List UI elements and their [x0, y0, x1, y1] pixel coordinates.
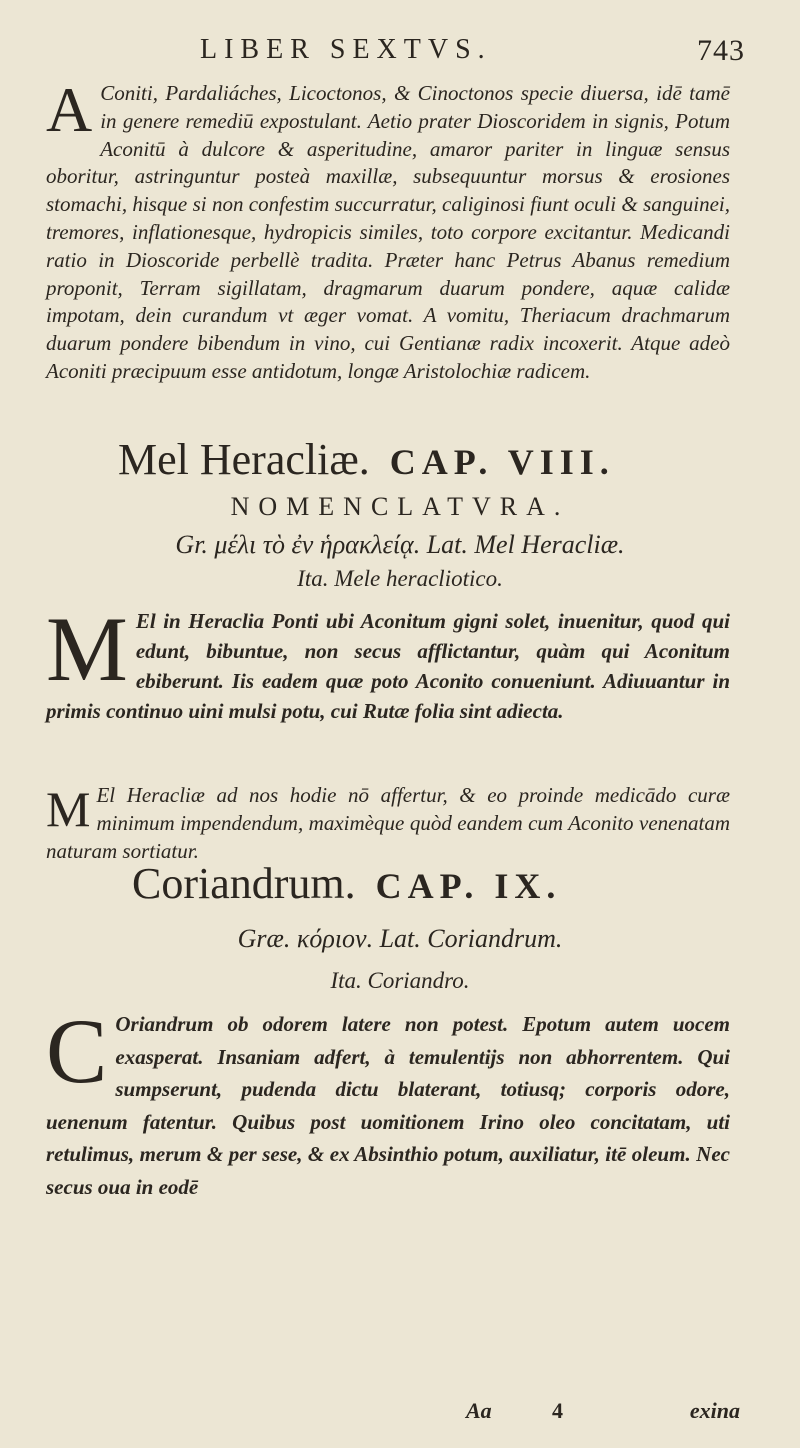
- paragraph-text: Oriandrum ob odorem latere non potest. Epotum autem uocem exasperat. Insaniam adfert, à temulentijs non abhorrentem. Qui sumpserunt, pudenda dictu blaterant, totiusq; corporis odore, uenenum fatentur. Quibus post uomitionem Irino oleo concitatam, uti retulimus, merum & per sese, & ex Absinthio potum, auxiliatur, itē oleum. Nec secus oua in eodē: [46, 1012, 730, 1199]
- paragraph-text: El Heracliæ ad nos hodie nō affertur, & eo proinde medicādo curæ minimum impendendum, maximèque quòd eandem cum Aconito venenatam naturam sortiatur.: [46, 783, 730, 863]
- mel-paragraph-1: [46, 598, 730, 726]
- chapter-number: CAP. IX.: [375, 866, 562, 906]
- mel-heracliae-section: [46, 598, 730, 778]
- paragraph-text: El in Heraclia Ponti ubi Aconitum gigni solet, inuenitur, quod qui edunt, bibuntue, non secus afflictantur, quàm qui Aconitum ebiberunt. Iis eadem quæ poto Aconito conueniunt. Adiuuantur in primis continuo uini mulsi potu, cui Rutæ folia sint adiecta.: [46, 609, 730, 723]
- chapter-title: Mel Heracliæ.: [118, 435, 370, 484]
- signature-mark: Aa: [466, 1398, 492, 1423]
- signature-number: 4: [552, 1398, 563, 1423]
- greek-latin-names: Gr. μέλι τὸ ἐν ἡρακλείᾳ. Lat. Mel Heracliæ.: [175, 530, 625, 559]
- running-title: LIBER SEXTVS.: [200, 34, 492, 65]
- page-footer: [460, 1398, 740, 1432]
- drop-capital: M: [46, 781, 91, 837]
- italian-name: Ita. Coriandro.: [330, 968, 470, 993]
- chapter-title: Coriandrum.: [132, 859, 356, 908]
- page-number: 743: [697, 34, 745, 67]
- catchword: exina: [689, 1398, 740, 1423]
- page-header: [60, 34, 745, 74]
- paragraph-text: Coniti, Pardaliáches, Licoctonos, & Cinoctonos specie diuersa, idē tamē in genere remediū expostulant. Aetio prater Dioscoridem in signis, Potum Aconitū à dulcore & asperitudine, amaror pariter in linguæ sensus oboritur, astringuntur posteà maxillæ, subsequuntur morsus & erosiones stomachi, hisque si non confestim succurratur, caliginosi fiunt oculi & sanguinei, tremores, inflationesque, hydropicis similes, toto corpore excitantur. Medicandi ratio in Dioscoride perbellè tradita. Præter hanc Petrus Abanus remedium proponit, Terram sigillatam, dragmarum duarum pondere, aquæ calidæ impotam, dein curandum vt æger vomat. A vomitu, Theriacum drachmarum duarum pondere bibendum in vino, cui Gentianæ radix incoxerit. Atque adeò Aconiti præcipuum esse antidotum, longæ Aristolochiæ radicem.: [46, 81, 730, 383]
- nomenclatura-heading: NOMENCLATVRA.: [230, 492, 570, 521]
- coriandrum-paragraph: [46, 1000, 730, 1203]
- mel-heracliae-note: [46, 782, 730, 866]
- mel-paragraph-2: [46, 782, 730, 865]
- chapter-heading: [118, 434, 678, 485]
- italian-name: Ita. Mele heracliotico.: [297, 566, 503, 591]
- chapter-heading: [132, 858, 692, 909]
- aconitum-paragraph: [46, 74, 730, 386]
- drop-capital: C: [46, 1000, 108, 1102]
- greek-latin-names: Græ. κόριον. Lat. Coriandrum.: [237, 924, 563, 953]
- chapter-number: CAP. VIII.: [389, 442, 615, 482]
- drop-capital: A: [46, 74, 93, 145]
- coriandrum-section: [46, 1000, 730, 1258]
- drop-capital: M: [46, 598, 128, 700]
- aconitum-section: [46, 74, 730, 420]
